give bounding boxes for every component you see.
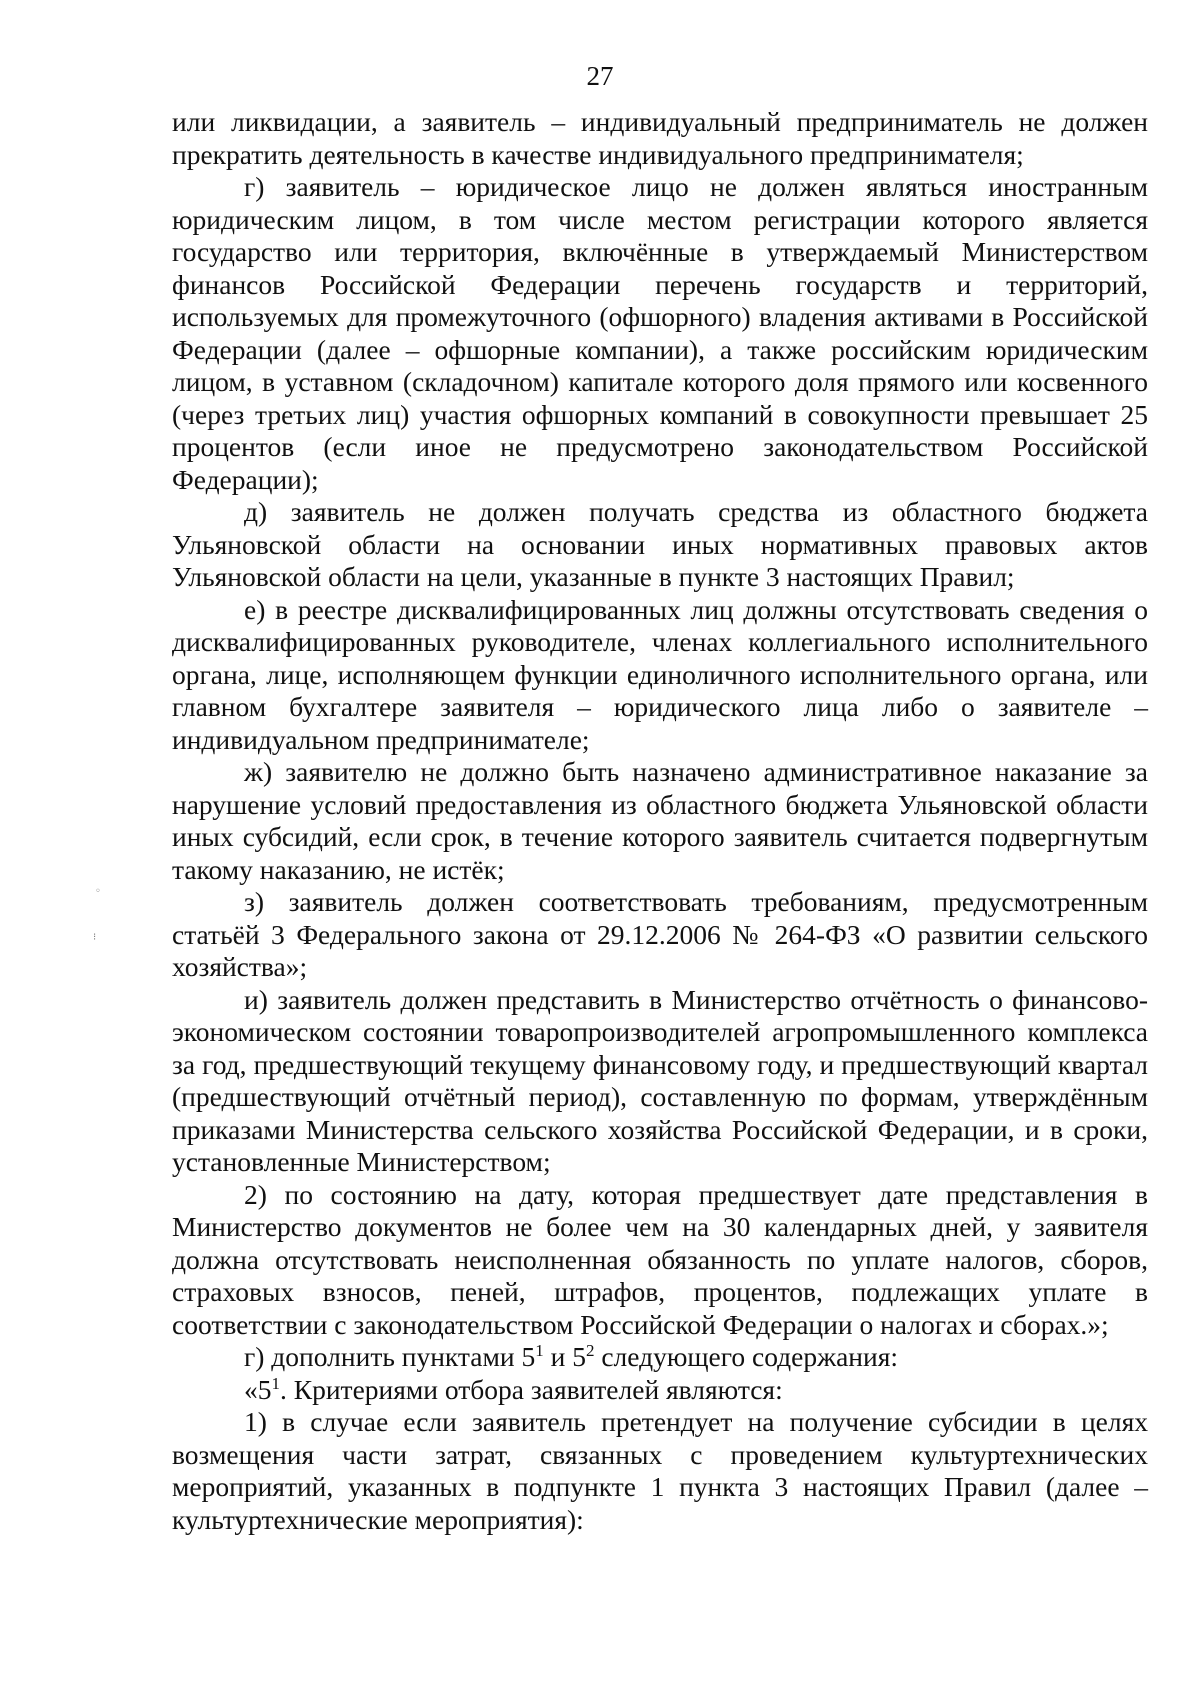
- paragraph-item-e: е) в реестре дисквалифицированных лиц должны отсутствовать сведения о дисквалифицированных руководителе, членах коллегиального исполнительного органа, лице, исполняющем функции единоличного исполнительного органа, или главном бухгалтере заявителя – юридического лица либо о заявителе – индивидуальном предпринимателе;: [172, 593, 1148, 755]
- paragraph-criteria-1: 1) в случае если заявитель претендует на получение субсидии в целях возмещения части затрат, связанных с проведением культуртехнических мероприятий, указанных в подпункте 1 пункта 3 настоящих Правил (далее – культуртехнические мероприятия):: [172, 1406, 1148, 1535]
- paragraph-item-g: г) заявитель – юридическое лицо не должен являться иностранным юридическим лицом, в том числе местом регистрации которого является государство или территория, включённые в утверждаемый Министерством финансов Российской Федерации перечень государств и территорий, используемых для промежуточного (офшорного) владения активами в Российской Федерации (далее – офшорные компании), а также российским юридическим лицом, в уставном (складочном) капитале которого доля прямого или косвенного (через третьих лиц) участия офшорных компаний в совокупности превышает 25 процентов (если иное не предусмотрено законодательством Российской Федерации);: [172, 171, 1148, 495]
- paragraph-item-d: д) заявитель не должен получать средства из областного бюджета Ульяновской области на основании иных нормативных правовых актов Ульяновской области на цели, указанные в пункте 3 настоящих Правил;: [172, 496, 1148, 592]
- superscript-two: 2: [585, 1341, 595, 1360]
- paragraph-amendment: [172, 1341, 1148, 1374]
- superscript-one: 1: [271, 1373, 280, 1393]
- document-body: [172, 106, 1148, 1536]
- amendment-text-end: следующего содержания:: [594, 1341, 899, 1372]
- paragraph-continuation: или ликвидации, а заявитель – индивидуальный предприниматель не должен прекратить деятельность в качестве индивидуального предпринимателя;: [172, 106, 1148, 170]
- scan-artifact-mark: ⁝: [93, 932, 97, 943]
- criteria-text-start: «5: [244, 1373, 272, 1405]
- paragraph-item-2: 2) по состоянию на дату, которая предшествует дате представления в Министерство документов не более чем на 30 календарных дней, у заявителя должна отсутствовать неисполненная обязанность по уплате налогов, сборов, страховых взносов, пеней, штрафов, процентов, подлежащих уплате в соответствии с законодательством Российской Федерации о налогах и сборах.»;: [172, 1178, 1148, 1340]
- paragraph-item-zh: ж) заявителю не должно быть назначено административное наказание за нарушение условий предоставления из областного бюджета Ульяновской области иных субсидий, если срок, в течение которого заявитель считается подвергнутым такому наказанию, не истёк;: [172, 756, 1148, 885]
- criteria-text-end: . Критериями отбора заявителей являются:: [280, 1373, 783, 1405]
- paragraph-item-i: и) заявитель должен представить в Министерство отчётность о финансово-экономическом состоянии товаропроизводителей агропромышленного комплекса за год, предшествующий текущему финансовому году, и предшествующий квартал (предшествующий отчётный период), составленную по формам, утверждённым приказами Министерства сельского хозяйства Российской Федерации, и в сроки, установленные Министерством;: [172, 983, 1148, 1177]
- paragraph-criteria-heading: [172, 1374, 1148, 1407]
- page-number: 27: [586, 61, 614, 91]
- superscript-one: 1: [535, 1341, 544, 1360]
- paragraph-item-z: з) заявитель должен соответствовать требованиям, предусмотренным статьёй 3 Федерального закона от 29.12.2006 № 264-ФЗ «О развитии сельского хозяйства»;: [172, 886, 1148, 982]
- amendment-text-middle: и 5: [543, 1341, 586, 1372]
- amendment-text-start: г) дополнить пунктами 5: [244, 1341, 536, 1372]
- scan-artifact-mark: ◦: [95, 886, 101, 897]
